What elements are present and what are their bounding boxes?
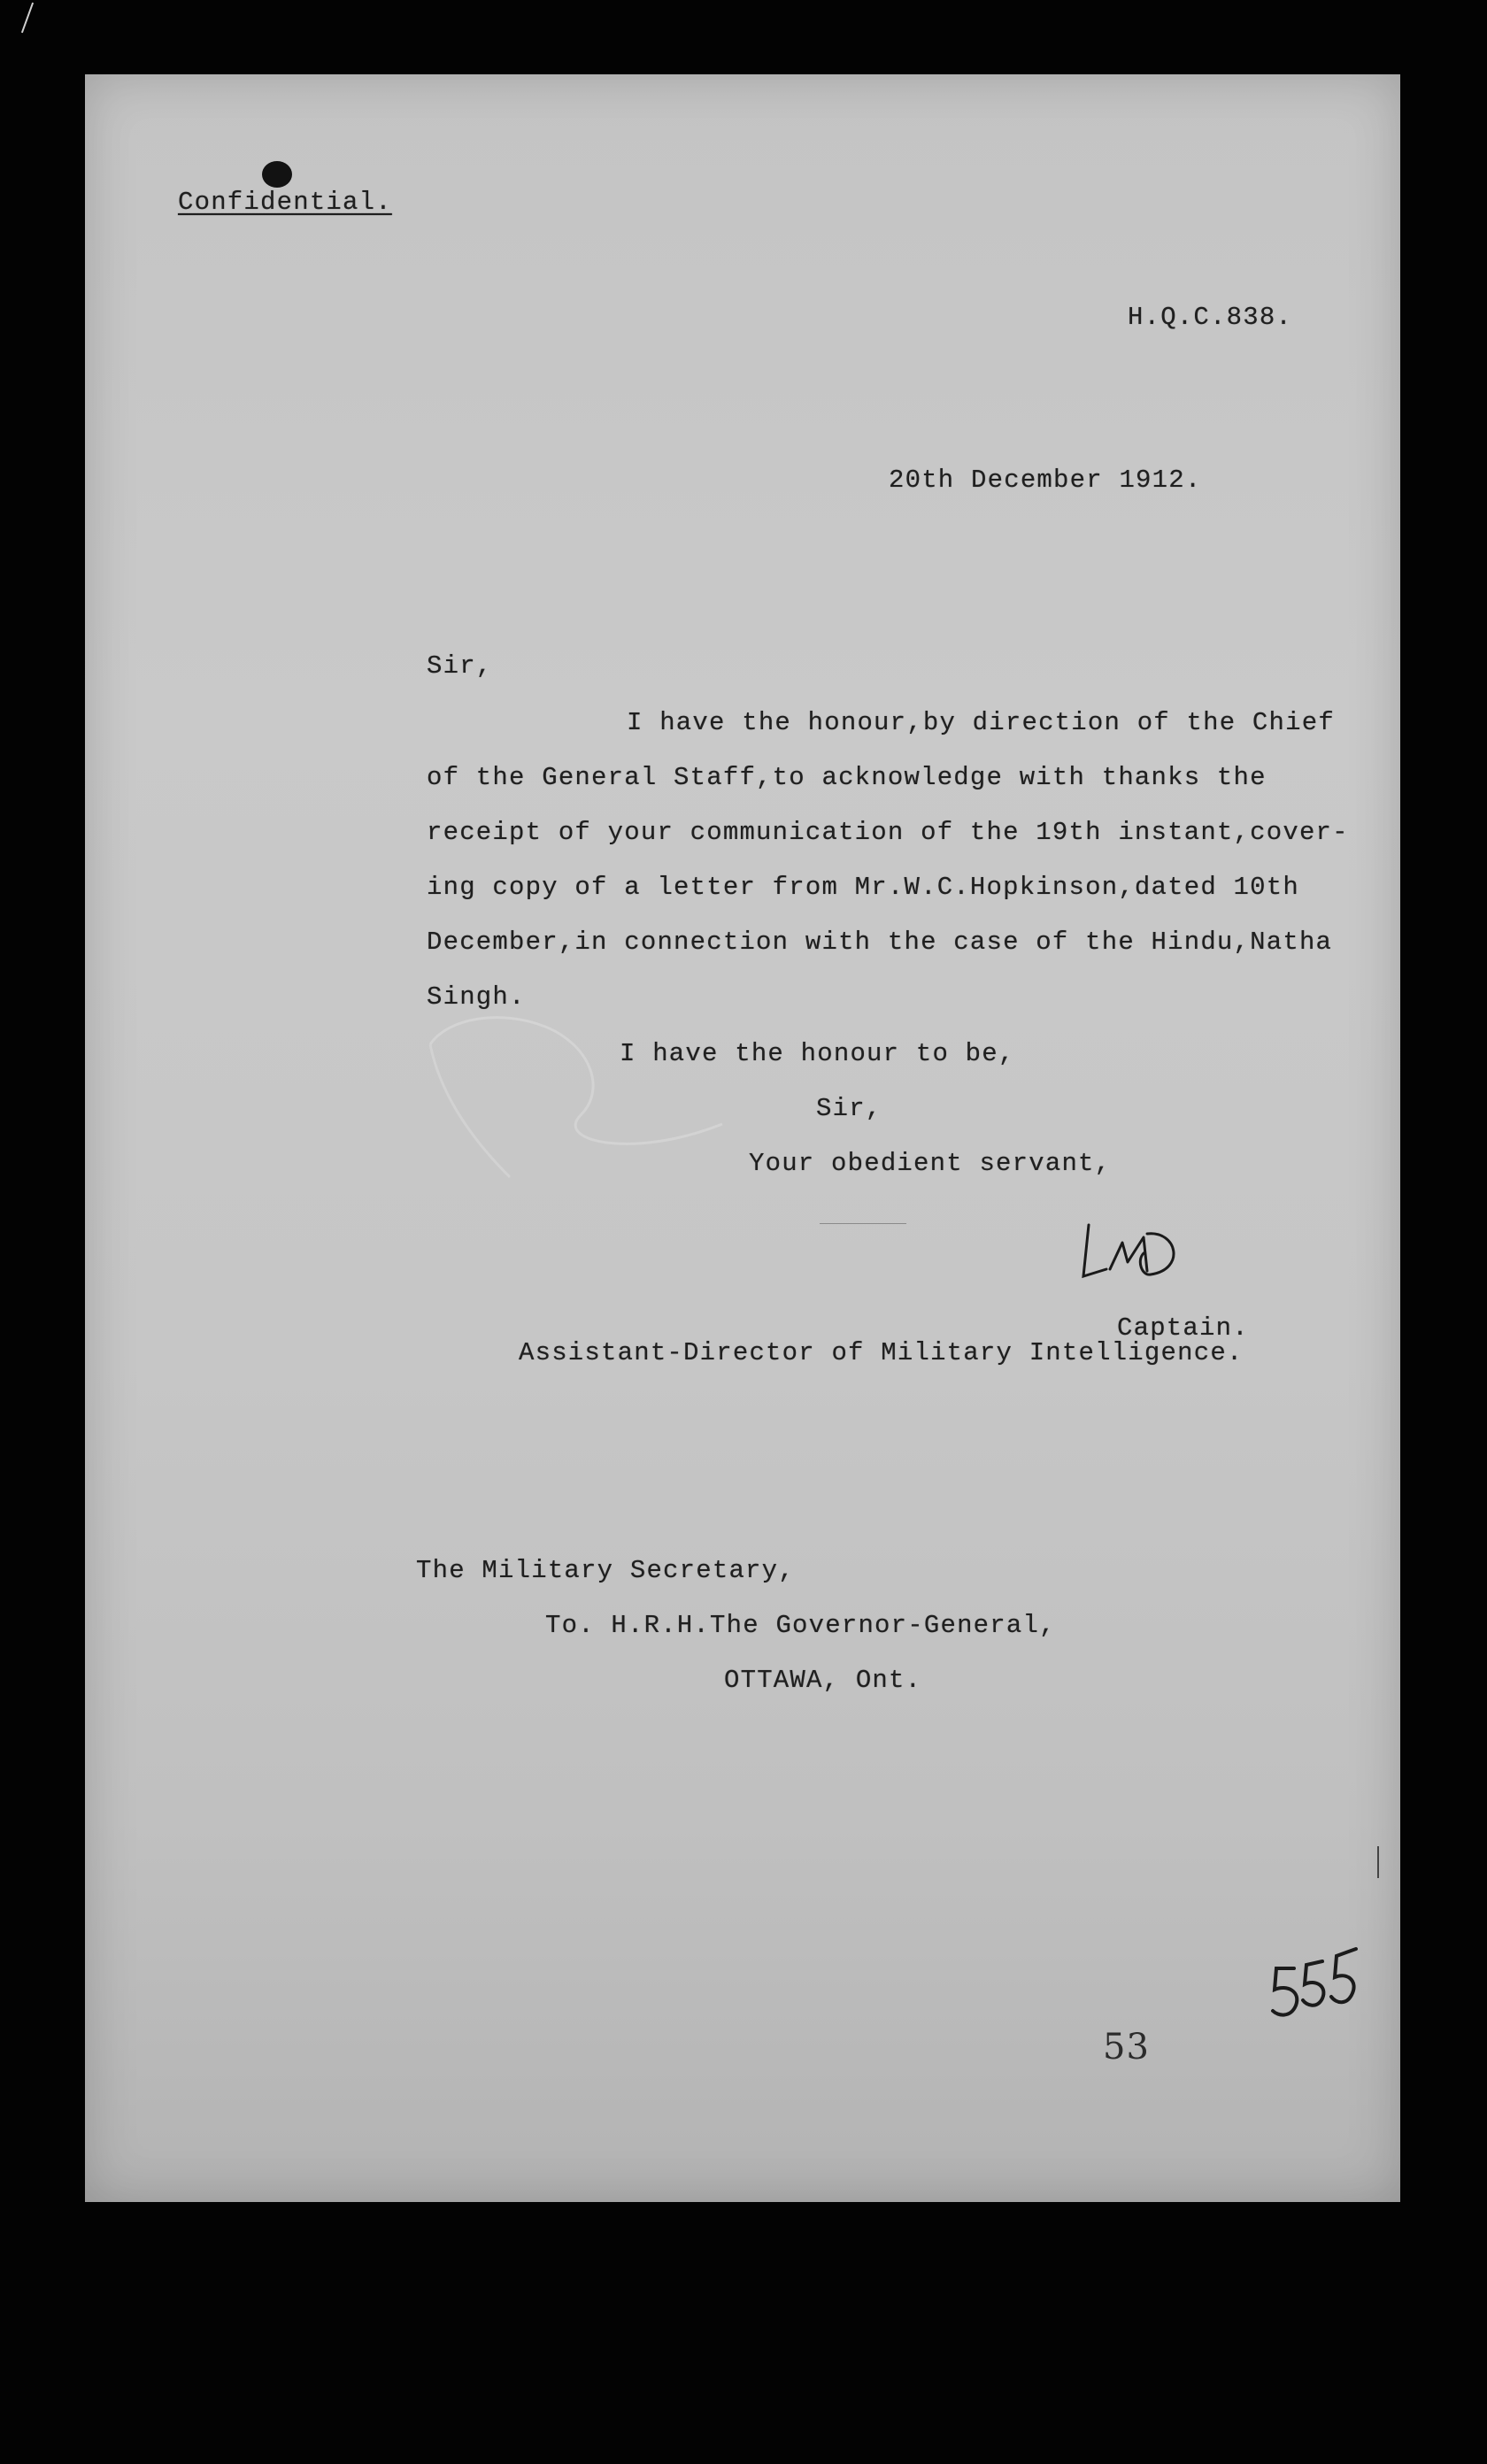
page-number: 53: [1103, 2027, 1150, 2067]
handwritten-folio-number: [1266, 1942, 1363, 2039]
edge-mark: [1377, 1846, 1379, 1878]
document-page: [85, 74, 1400, 2202]
closing-line: Sir,: [816, 1094, 882, 1123]
letter-date: 20th December 1912.: [889, 466, 1202, 495]
body-line: Singh.: [427, 982, 526, 1012]
recipient-line: The Military Secretary,: [416, 1556, 795, 1585]
ink-blot: [262, 161, 292, 188]
body-line: December,in connection with the case of the Hindu,Natha: [427, 928, 1333, 957]
body-line: receipt of your communication of the 19th instant,cover-: [427, 818, 1349, 847]
classification-heading: Confidential.: [178, 188, 392, 217]
closing-line: I have the honour to be,: [620, 1039, 1015, 1068]
frame-scratch: [21, 3, 34, 34]
body-line: I have the honour,by direction of the Chief: [627, 708, 1335, 737]
signature-role: Assistant-Director of Military Intelligence.: [519, 1338, 1244, 1367]
signature-title: Captain.: [1117, 1313, 1249, 1343]
signature-rule: [820, 1223, 906, 1224]
salutation: Sir,: [427, 651, 493, 681]
body-line: of the General Staff,to acknowledge with thanks the: [427, 763, 1267, 792]
handwritten-signature: [1071, 1207, 1195, 1305]
body-line: ing copy of a letter from Mr.W.C.Hopkinson,dated 10th: [427, 873, 1299, 902]
recipient-line: To. H.R.H.The Governor-General,: [545, 1611, 1056, 1640]
closing-line: Your obedient servant,: [749, 1149, 1112, 1178]
reference-number: H.Q.C.838.: [1128, 303, 1293, 332]
faint-pencil-curve: [421, 1009, 758, 1186]
recipient-line: OTTAWA, Ont.: [724, 1666, 922, 1695]
